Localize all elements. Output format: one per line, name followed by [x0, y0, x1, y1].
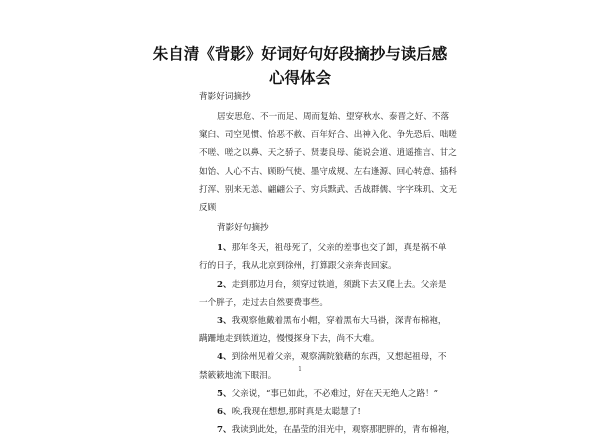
document-body [199, 90, 457, 439]
item-text: 到徐州见着父亲，观察满院狼藉的东西，又想起祖母，不 [231, 352, 447, 363]
item-text: 我读到此处，在晶莹的泪光中，观察那肥胖的，青布棉袍， [231, 425, 456, 436]
item-number: 3、 [217, 316, 232, 327]
list-item [199, 403, 409, 421]
item-text: 蹒跚地走到铁道边，慢慢探身下去，尚不大难。 [199, 334, 380, 345]
words-line: 居安思危、不一而足、周而复始、望穿秋水、泰晋之好、不落 [217, 112, 450, 122]
item-number: 1、 [217, 243, 232, 254]
item-number: 6、 [217, 407, 232, 418]
document-title [0, 42, 600, 90]
item-text: 那年冬天，祖母死了，父亲的差事也交了卸，真是祸不单 [231, 243, 447, 254]
page-number: 1 [298, 366, 302, 373]
item-text: 禁簌簌地流下眼泪。 [199, 370, 277, 381]
item-number: 5、 [217, 388, 232, 399]
sentence-list [199, 239, 456, 439]
item-text: 一个胖子，走过去自然要费事些。 [199, 297, 328, 308]
list-item [199, 421, 456, 439]
item-text: 我观察他戴着黑布小帽，穿着黑布大马褂，深青布棉袍， [231, 316, 447, 327]
words-line: 反顾 [199, 203, 217, 214]
words-paragraph [199, 108, 457, 217]
words-line: 窠臼、司空见惯、恰恶不赦、百年好合、出神入化、争先恐后、咄嗟 [199, 130, 457, 141]
list-item [199, 312, 447, 348]
list-item [199, 239, 447, 275]
words-line: 如饴、人心不古、顾盼气使、墨守成规、左右逢源、回心转意、插科 [199, 166, 457, 177]
title-line-1: 朱自清《背影》好词好句好段摘抄与读后感 [152, 44, 448, 63]
list-item [199, 276, 447, 312]
section-heading-words: 背影好词摘抄 [199, 92, 251, 102]
item-number: 7、 [217, 425, 232, 436]
item-text: 父亲说，“事已如此，不必难过，好在天无绝人之路！” [231, 388, 439, 399]
section-heading-sentences: 背影好句摘抄 [217, 223, 269, 234]
item-number: 4、 [217, 352, 232, 363]
item-text: 唉,我现在想想,那时真是太聪慧了! [231, 407, 361, 418]
list-item [199, 385, 439, 403]
words-line: 不嗟、嗟之以鼻、天之骄子、贤妻良母、能说会道、逍遥推言、甘之 [199, 148, 457, 159]
item-text: 走到那边月台，须穿过铁道，须跳下去又爬上去。父亲是 [231, 279, 447, 290]
title-line-2: 心得体会 [268, 68, 331, 87]
words-line: 打浑、别来无恙、翩翩公子、穷兵黩武、舌战群儒、字字珠玑、文无 [199, 184, 457, 195]
item-text: 行的日子，我从北京到徐州，打算跟父亲奔丧回家。 [199, 261, 397, 272]
item-number: 2、 [217, 279, 232, 290]
